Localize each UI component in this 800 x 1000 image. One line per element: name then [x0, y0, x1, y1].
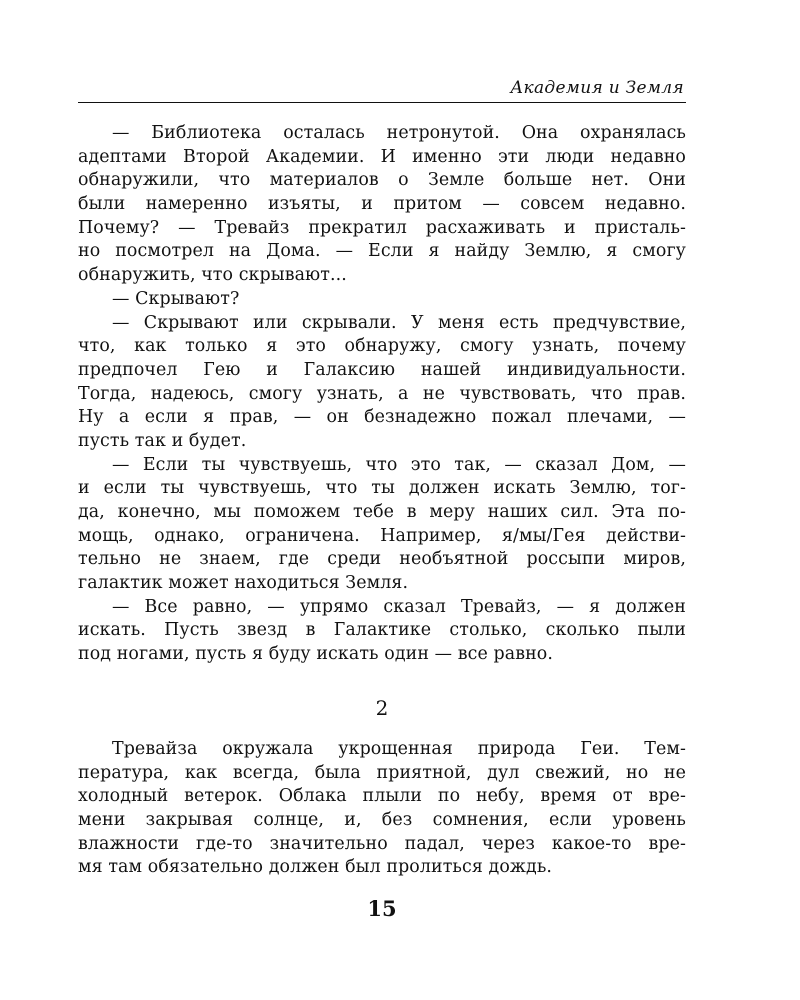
text-line: адептами Второй Академии. И именно эти люди недавно [78, 146, 686, 167]
text-line: предпочел Гею и Галаксию нашей индивидуальности. [78, 359, 686, 380]
text-line: тельно не знаем, где среди необъятной россыпи миров, [78, 549, 686, 570]
text-line: — Скрывают или скрывали. У меня есть предчувствие, [112, 312, 686, 333]
section-2-text [78, 738, 686, 880]
text-line: Тогда, надеюсь, смогу узнать, а не чувствовать, что прав. [78, 383, 686, 404]
text-line: — Скрывают? [112, 288, 240, 309]
text-line: пература, как всегда, была приятной, дул свежий, но не [78, 762, 686, 783]
text-line: галактик может находиться Земля. [78, 573, 409, 594]
text-line: под ногами, пусть я буду искать один — все равно. [78, 644, 553, 665]
text-line: да, конечно, мы поможем тебе в меру наших сил. Эта по- [78, 502, 686, 522]
text-line: Ну а если я прав, — он безнадежно пожал плечами, — [78, 407, 686, 428]
running-head: Академия и Земля [510, 78, 684, 98]
text-line: пусть так и будет. [78, 430, 247, 451]
chapter-number: 2 [375, 696, 389, 720]
body-text [78, 122, 686, 667]
text-line: — Все равно, — упрямо сказал Тревайз, — я должен [112, 596, 686, 617]
text-line: влажности где-то значительно падал, через какое-то вре- [78, 833, 686, 854]
page-number: 15 [367, 896, 397, 921]
text-line: мощь, однако, ограничена. Например, я/мы/Гея действи- [78, 525, 686, 546]
text-line: Почему? — Тревайз прекратил расхаживать и присталь- [78, 217, 686, 238]
text-line: мени закрывая солнце, и, без сомнения, если уровень [78, 810, 686, 831]
text-line: холодный ветерок. Облака плыли по небу, время от вре- [78, 786, 686, 807]
text-line: — Если ты чувствуешь, что это так, — сказал Дом, — [112, 454, 686, 475]
text-line: но посмотрел на Дома. — Если я найду Землю, я смогу [78, 241, 686, 262]
text-line: Тревайза окружала укрощенная природа Геи. Тем- [112, 739, 686, 759]
text-line: что, как только я это обнаружу, смогу узнать, почему [78, 336, 686, 357]
text-line: мя там обязательно должен был пролиться дождь. [78, 857, 553, 878]
text-line: искать. Пусть звезд в Галактике столько, сколько пыли [78, 620, 686, 641]
text-line: и если ты чувствуешь, что ты должен искать Землю, тог- [78, 478, 686, 499]
text-line: обнаружили, что материалов о Земле больше нет. Они [78, 170, 686, 191]
text-line: обнаружить, что скрывают... [78, 265, 347, 286]
text-line: были намеренно изъяты, и притом — совсем недавно. [78, 194, 686, 215]
page-header [78, 80, 686, 103]
text-line: — Библиотека осталась нетронутой. Она охранялась [112, 123, 686, 143]
